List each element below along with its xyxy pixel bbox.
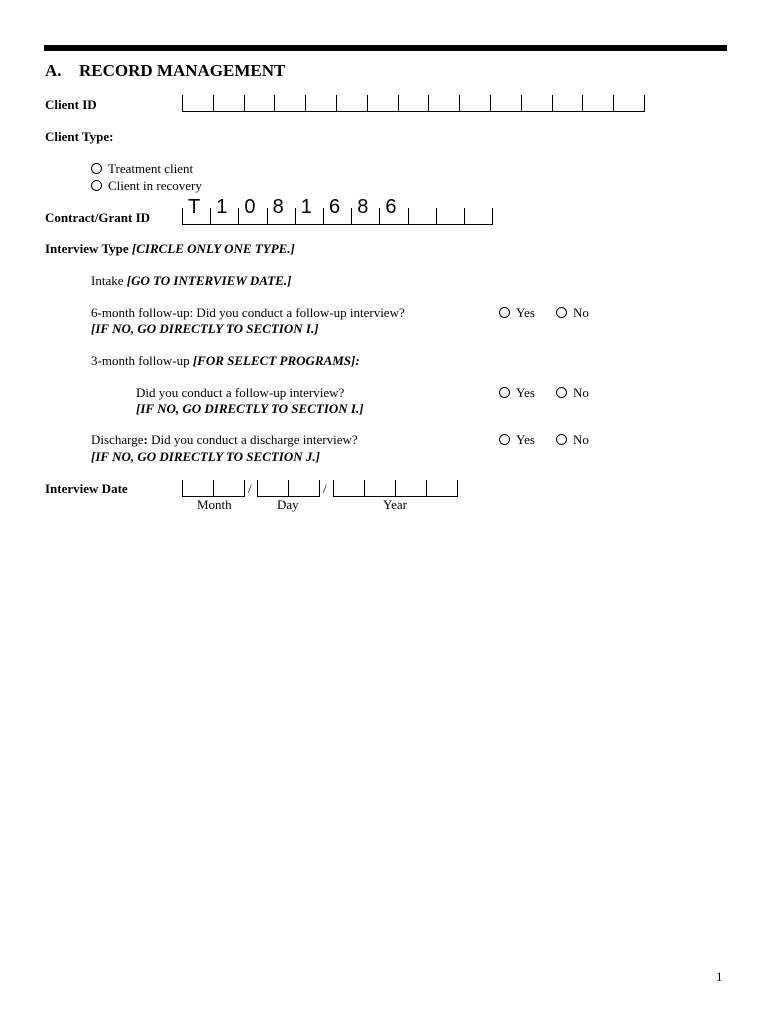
- entry-box[interactable]: [182, 480, 214, 497]
- entry-box[interactable]: [182, 95, 214, 112]
- intake-option[interactable]: [91, 273, 291, 289]
- entry-box[interactable]: [408, 208, 437, 225]
- client-type-option-treatment[interactable]: [91, 161, 193, 177]
- client-id-field[interactable]: [182, 95, 644, 111]
- entry-box[interactable]: [436, 208, 465, 225]
- entry-box[interactable]: [238, 196, 267, 225]
- entered-character: 6: [385, 196, 397, 218]
- top-rule: [44, 45, 727, 51]
- interview-date-label: Interview Date: [45, 481, 128, 496]
- six-month-question[interactable]: 6-month follow-up: Did you conduct a follow-up interview?: [91, 305, 405, 320]
- entry-box[interactable]: [288, 480, 320, 497]
- contract-grant-id-field[interactable]: [182, 196, 492, 224]
- page-number: 1: [716, 969, 723, 984]
- entry-box[interactable]: [213, 95, 245, 112]
- entry-box[interactable]: [426, 480, 458, 497]
- six-month-instruction: [IF NO, GO DIRECTLY TO SECTION I.]: [91, 321, 319, 336]
- discharge-text: Did you conduct a discharge interview?: [147, 432, 358, 447]
- entry-box[interactable]: [367, 95, 399, 112]
- three-month-no[interactable]: [556, 385, 589, 401]
- entered-character: 1: [216, 196, 228, 218]
- discharge-text-bold: Discharge: [91, 432, 144, 447]
- entry-box[interactable]: [464, 208, 493, 225]
- option-label: Client in recovery: [108, 178, 202, 193]
- intake-text: Intake: [91, 273, 124, 288]
- radio-icon[interactable]: [556, 387, 567, 398]
- discharge-instruction: [IF NO, GO DIRECTLY TO SECTION J.]: [91, 449, 320, 464]
- radio-icon[interactable]: [499, 434, 510, 445]
- entry-box[interactable]: [364, 480, 396, 497]
- entry-box[interactable]: [398, 95, 430, 112]
- entry-box[interactable]: [428, 95, 460, 112]
- no-label: No: [573, 432, 589, 447]
- entry-box[interactable]: [552, 95, 584, 112]
- entry-box[interactable]: [333, 480, 365, 497]
- entered-character: T: [188, 196, 201, 218]
- interview-type-instruction: [CIRCLE ONLY ONE TYPE.]: [131, 241, 295, 256]
- radio-icon[interactable]: [499, 387, 510, 398]
- entry-box[interactable]: [351, 196, 380, 225]
- entry-box[interactable]: [305, 95, 337, 112]
- entry-box[interactable]: [274, 95, 306, 112]
- section-letter: A.: [45, 61, 62, 80]
- entry-box[interactable]: [490, 95, 522, 112]
- radio-icon[interactable]: [556, 434, 567, 445]
- radio-icon[interactable]: [91, 180, 102, 191]
- six-month-no[interactable]: [556, 305, 589, 321]
- yes-label: Yes: [516, 432, 535, 447]
- entry-box[interactable]: [395, 480, 427, 497]
- entry-box[interactable]: [210, 196, 239, 225]
- entered-character: 0: [244, 196, 256, 218]
- entry-box[interactable]: [213, 480, 245, 497]
- entry-box[interactable]: [459, 95, 491, 112]
- discharge-question[interactable]: [91, 432, 358, 448]
- discharge-colon: :: [143, 432, 148, 447]
- contract-grant-id-label: Contract/Grant ID: [45, 210, 151, 225]
- entered-character: 6: [329, 196, 341, 218]
- option-label: Treatment client: [108, 161, 194, 176]
- entry-box[interactable]: [379, 196, 408, 225]
- three-month-question-instruction: [IF NO, GO DIRECTLY TO SECTION I.]: [136, 401, 364, 416]
- interview-date-day-field[interactable]: [257, 480, 319, 496]
- section-name: RECORD MANAGEMENT: [79, 61, 286, 80]
- entry-box[interactable]: [336, 95, 368, 112]
- no-label: No: [573, 305, 589, 320]
- three-month-yes[interactable]: [499, 385, 535, 401]
- date-separator: /: [248, 481, 252, 496]
- interview-type-label: [45, 241, 295, 257]
- three-month-text: 3-month follow-up: [91, 353, 190, 368]
- client-type-option-recovery[interactable]: [91, 178, 202, 194]
- entered-character: 8: [357, 196, 369, 218]
- discharge-no[interactable]: [556, 432, 589, 448]
- entered-character: 1: [300, 196, 312, 218]
- interview-date-year-field[interactable]: [333, 480, 457, 496]
- six-month-yes[interactable]: [499, 305, 535, 321]
- section-title: [45, 61, 285, 81]
- entry-box[interactable]: [295, 196, 324, 225]
- three-month-option[interactable]: [91, 353, 360, 369]
- radio-icon[interactable]: [499, 307, 510, 318]
- yes-label: Yes: [516, 305, 535, 320]
- entered-character: 8: [272, 196, 284, 218]
- intake-instruction: [GO TO INTERVIEW DATE.]: [126, 273, 292, 288]
- entry-box[interactable]: [267, 196, 296, 225]
- client-type-label: Client Type:: [45, 129, 114, 144]
- year-caption: Year: [383, 497, 407, 512]
- interview-date-month-field[interactable]: [182, 480, 244, 496]
- three-month-question: Did you conduct a follow-up interview?: [136, 385, 345, 400]
- client-id-label: Client ID: [45, 97, 97, 112]
- yes-label: Yes: [516, 385, 535, 400]
- radio-icon[interactable]: [556, 307, 567, 318]
- entry-box[interactable]: [521, 95, 553, 112]
- discharge-yes[interactable]: [499, 432, 535, 448]
- month-caption: Month: [197, 497, 232, 512]
- interview-type-text: Interview Type: [45, 241, 129, 256]
- entry-box[interactable]: [613, 95, 645, 112]
- entry-box[interactable]: [582, 95, 614, 112]
- entry-box[interactable]: [182, 196, 211, 225]
- entry-box[interactable]: [323, 196, 352, 225]
- date-separator: /: [323, 481, 327, 496]
- no-label: No: [573, 385, 589, 400]
- entry-box[interactable]: [244, 95, 276, 112]
- radio-icon[interactable]: [91, 163, 102, 174]
- three-month-instruction: [FOR SELECT PROGRAMS]:: [192, 353, 360, 368]
- day-caption: Day: [277, 497, 299, 512]
- entry-box[interactable]: [257, 480, 289, 497]
